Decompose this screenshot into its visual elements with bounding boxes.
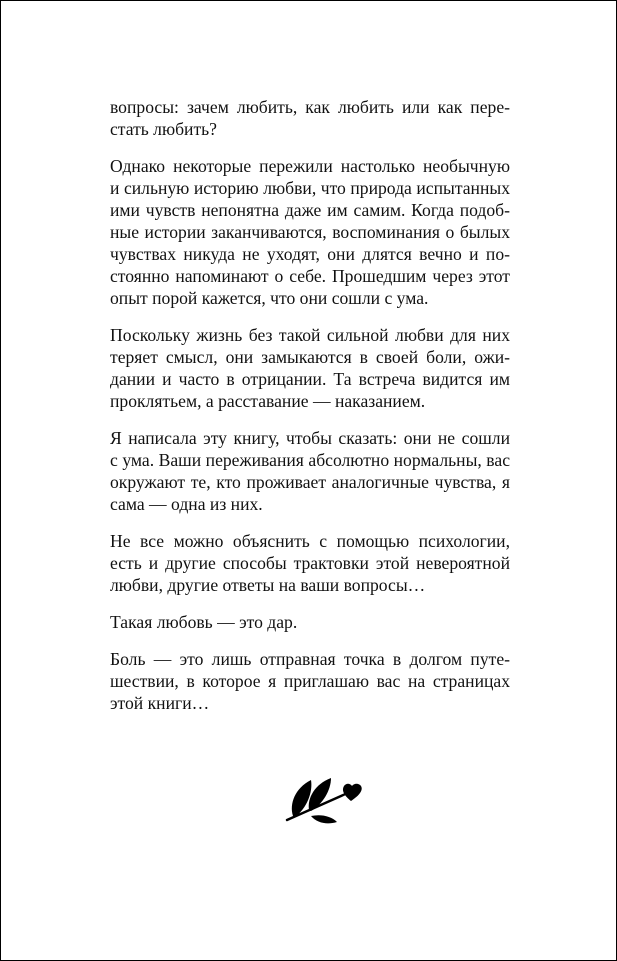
paragraph-2 [110,155,510,309]
paragraph-4 [110,427,510,515]
leaf-heart-icon [285,774,367,826]
text-line: ими чувств непонятна даже им самим. Когда подоб- [110,200,510,220]
text-line: любви, другие ответы на ваши вопросы… [110,575,426,595]
text-line: шествии, в которое я приглашаю вас на страницах [110,671,510,691]
paragraph-5 [110,530,510,596]
text-line: опыт порой кажется, что они сошли с ума. [110,288,429,308]
text-line: Я написала эту книгу, чтобы сказать: они не сошли [110,428,510,448]
text-line: вопросы: зачем любить, как любить или как пере- [110,97,510,117]
text-line: с ума. Ваши переживания абсолютно нормальны, вас [110,450,510,470]
text-line: и сильную историю любви, что природа испытанных [110,178,510,198]
text-line: ные истории заканчиваются, воспоминания о былых [110,222,510,242]
text-line: проклятьем, а расставание — наказанием. [110,391,426,411]
text-line: чувствах никуда не уходят, они длятся вечно и по- [110,244,510,264]
text-line: стать любить? [110,119,217,139]
text-line: Боль — это лишь отправная точка в долгом путе- [110,649,510,669]
text-line: Поскольку жизнь без такой сильной любви для них [110,325,510,345]
body-text [110,96,510,729]
paragraph-1 [110,96,510,140]
text-line: Однако некоторые пережили настолько необычную [110,156,510,176]
text-line: теряет смысл, они замыкаются в своей боли, ожи- [110,347,510,367]
paragraph-7 [110,648,510,714]
text-line: окружают те, кто проживает аналогичные чувства, я [110,472,510,492]
text-line: Такая любовь — это дар. [110,612,298,632]
text-line: дании и часто в отрицании. Та встреча видится им [110,369,510,389]
text-line: этой книги… [110,693,210,713]
paragraph-3 [110,324,510,412]
text-line: стоянно напоминают о себе. Прошедшим через этот [110,266,510,286]
text-line: есть и другие способы трактовки этой невероятной [110,553,510,573]
paragraph-6 [110,611,510,633]
text-line: сама — одна из них. [110,494,263,514]
text-line: Не все можно объяснить с помощью психологии, [110,531,510,551]
